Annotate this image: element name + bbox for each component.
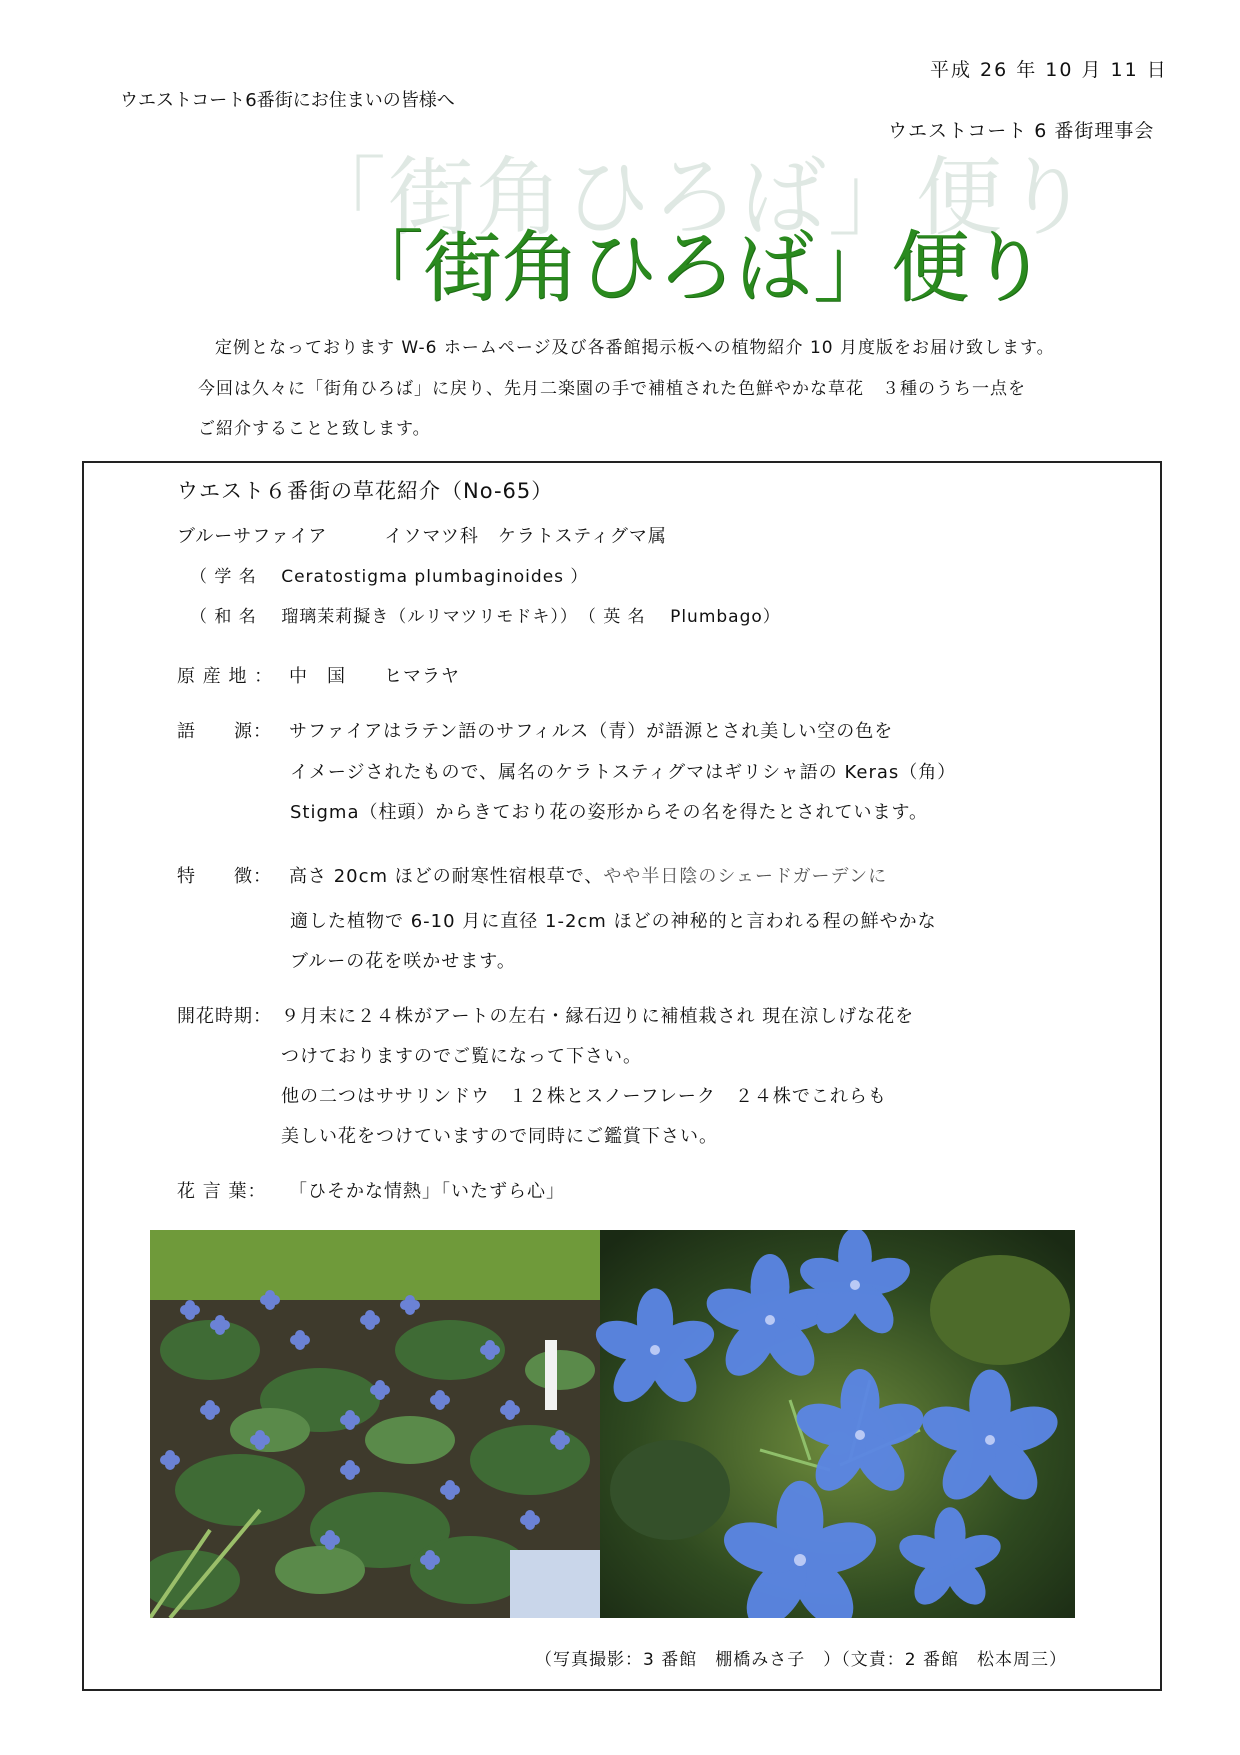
etymology-label: 語 源： xyxy=(177,721,272,742)
addressee: ウエストコート6番街にお住まいの皆様へ xyxy=(120,90,455,111)
flower-language-label: 花 言 葉： xyxy=(177,1181,267,1202)
page-title: 「街角ひろば」便り xyxy=(345,223,1048,313)
date: 平成 26 年 10 月 11 日 xyxy=(930,59,1168,81)
intro-line: 定例となっております W-6 ホームページ及び各番館掲示板への植物紹介 10 月度版をお届け致します。 xyxy=(215,338,1055,358)
feature-line: ブルーの花を咲かせます。 xyxy=(290,951,516,972)
origin-label: 原 産 地 ： xyxy=(177,666,274,687)
feature-row xyxy=(177,862,887,888)
bloom-line: 美しい花をつけていますので同時にご鑑賞下さい。 xyxy=(281,1126,718,1147)
etymology-line: イメージされたもので、属名のケラトスティグマはギリシャ語の Keras（角） xyxy=(290,762,957,783)
bloom-line: つけておりますのでご覧になって下さい。 xyxy=(281,1046,642,1067)
feature-text-gray: やや半日陰のシェードガーデンに xyxy=(603,866,888,887)
sender: ウエストコート 6 番街理事会 xyxy=(888,120,1155,142)
card-heading: ウエスト６番街の草花紹介（No-65） xyxy=(177,479,554,503)
flower-photos xyxy=(150,1230,1075,1618)
feature-label: 特 徴： xyxy=(177,866,272,887)
bloom-line: ９月末に２４株がアートの左右・縁石辺りに補植栽され 現在涼しげな花を xyxy=(281,1006,915,1027)
plant-name: ブルーサファイア イソマツ科 ケラトスティグマ属 xyxy=(177,526,667,547)
flower-language-row xyxy=(177,1177,565,1203)
scientific-name: （ 学 名 Ceratostigma plumbaginoides ） xyxy=(190,567,589,587)
feature-text: 高さ 20cm ほどの耐寒性宿根草で、 xyxy=(289,866,604,887)
bloom-label: 開花時期： xyxy=(177,1006,272,1027)
origin-value: 中 国 ヒマラヤ xyxy=(289,666,460,687)
flower-language-value: 「ひそかな情熱」「いたずら心」 xyxy=(289,1181,565,1202)
title-shadow: 「街角ひろば」便り xyxy=(300,148,1092,248)
photo-credit: （写真撮影：3 番館 棚橋みさ子 ）（文責：2 番館 松本周三） xyxy=(535,1650,1067,1670)
etymology-row xyxy=(177,717,893,743)
intro-line: ご紹介することと致します。 xyxy=(198,419,431,439)
etymology-line: サファイアはラテン語のサフィルス（青）が語源とされ美しい空の色を xyxy=(289,721,894,742)
bloom-line: 他の二つはササリンドウ １２株とスノーフレーク ２４株でこれらも xyxy=(281,1086,887,1107)
bloom-row xyxy=(177,1002,914,1028)
etymology-line: Stigma（柱頭）からきており花の姿形からその名を得たとされています。 xyxy=(290,802,929,823)
japanese-english-name: （ 和 名 瑠璃茉莉擬き（ルリマツリモドキ）） （ 英 名 Plumbago） xyxy=(190,607,781,627)
closeup-photo xyxy=(591,1230,1075,1618)
intro-line: 今回は久々に「街角ひろば」に戻り、先月二楽園の手で補植された色鮮やかな草花 ３種のうち一点を xyxy=(198,379,1026,399)
feature-line: 適した植物で 6-10 月に直径 1-2cm ほどの神秘的と言われる程の鮮やかな xyxy=(290,911,937,932)
origin-row xyxy=(177,662,460,688)
garden-photo xyxy=(150,1230,600,1618)
